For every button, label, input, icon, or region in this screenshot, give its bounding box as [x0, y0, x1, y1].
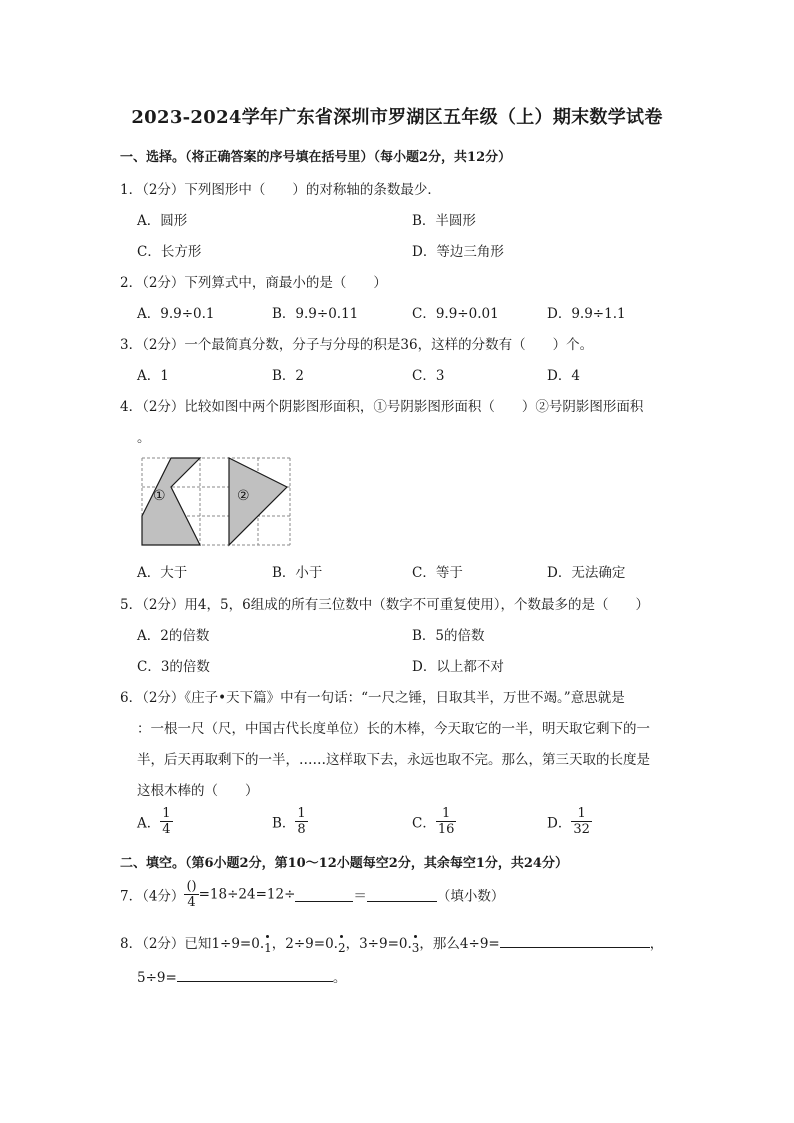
q2-option-b[interactable]: B．9.9÷0.11 [272, 306, 359, 322]
q1-option-a[interactable]: A．圆形 [137, 213, 188, 229]
answer-blank[interactable] [500, 934, 650, 948]
q6-option-d[interactable]: D． $\frac{1}{32}$ [547, 806, 590, 837]
answer-blank[interactable] [367, 888, 437, 902]
answer-blank[interactable] [177, 968, 333, 982]
q3-option-b[interactable]: B．2 [272, 368, 305, 384]
q3-option-d[interactable]: D．4 [547, 368, 580, 384]
q6-option-a[interactable]: A． $\frac{1}{4}$ [137, 806, 171, 837]
question-2-stem: 2．（2分）下列算式中，商最小的是（ ） [120, 275, 387, 291]
q1-option-d[interactable]: D．等边三角形 [412, 244, 504, 260]
q3-option-a[interactable]: A．1 [137, 368, 169, 384]
question-1-stem: 1．（2分）下列图形中（ ）的对称轴的条数最少． [120, 182, 441, 198]
fraction: $\frac{1}{8}$ [297, 806, 306, 837]
q5-option-c[interactable]: C．3的倍数 [137, 659, 210, 675]
shape-2-label: ② [237, 488, 250, 504]
q2-option-a[interactable]: A．9.9÷0.1 [137, 306, 215, 322]
question-8-line-1: 8．（2分）已知1÷9=0.1，2÷9=0.2，3÷9=0.3，那么4÷9= ， [120, 936, 664, 955]
page-title: 2023-2024学年广东省深圳市罗湖区五年级（上）期末数学试卷 [131, 107, 663, 128]
repeating-digit: 1 [264, 941, 272, 955]
q4-option-d[interactable]: D．无法确定 [547, 565, 626, 581]
q5-option-b[interactable]: B．5的倍数 [412, 628, 485, 644]
q5-option-a[interactable]: A．2的倍数 [137, 628, 210, 644]
question-4-stem: 4．（2分）比较如图中两个阴影图形面积，①号阴影图形面积（ ）②号阴影图形面积 [120, 399, 644, 415]
question-6-line-1: 6．（2分）《庄子•天下篇》中有一句话：“一尺之锤，日取其半，万世不竭。”意思就是 [120, 690, 625, 706]
question-8-line-2: 5÷9= 。 [137, 970, 347, 986]
q4-option-b[interactable]: B．小于 [272, 565, 323, 581]
section-2-heading: 二、填空。（第6小题2分，第10～12小题每空2分，其余每空1分，共24分） [120, 856, 568, 871]
shape-1-label: ① [153, 488, 166, 504]
section-1-heading: 一、选择。（将正确答案的序号填在括号里）（每小题2分，共12分） [120, 150, 512, 165]
q2-option-d[interactable]: D．9.9÷1.1 [547, 306, 626, 322]
q2-option-c[interactable]: C．9.9÷0.01 [412, 306, 499, 322]
shape-1 [142, 458, 200, 545]
q4-option-c[interactable]: C．等于 [412, 565, 463, 581]
q6-option-b[interactable]: B． $\frac{1}{8}$ [272, 806, 306, 837]
q3-option-c[interactable]: C．3 [412, 368, 445, 384]
fraction: $\frac{1}{4}$ [162, 806, 171, 837]
q5-option-d[interactable]: D．以上都不对 [412, 659, 504, 675]
question-6-line-2: ：一根一尺（尺，中国古代长度单位）长的木棒，今天取它的一半，明天取它剩下的一 [137, 721, 650, 737]
fraction: $\frac{1}{16}$ [437, 806, 455, 837]
question-7: 7．（4分） $\frac{()}{4}$ =18÷24=12÷ ＝ （填小数） [120, 879, 505, 910]
question-3-stem: 3．（2分）一个最简真分数，分子与分母的积是36，这样的分数有（ ）个。 [120, 337, 594, 353]
q1-option-c[interactable]: C．长方形 [137, 244, 202, 260]
fraction: $\frac{1}{32}$ [573, 806, 590, 837]
question-5-stem: 5．（2分）用4，5，6组成的所有三位数中（数字不可重复使用），个数最多的是（ ） [120, 597, 649, 613]
repeating-digit: 2 [337, 941, 346, 955]
question-6-line-4: 这根木棒的（ ） [137, 783, 259, 799]
q4-option-a[interactable]: A．大于 [137, 565, 188, 581]
repeating-digit: 3 [411, 941, 420, 955]
q6-option-c[interactable]: C． $\frac{1}{16}$ [412, 806, 455, 837]
shaded-figure-grid [140, 456, 292, 548]
q1-option-b[interactable]: B．半圆形 [412, 213, 476, 229]
fraction-blank: $\frac{()}{4}$ [186, 879, 197, 910]
question-6-line-3: 半，后天再取剩下的一半，……这样取下去，永远也取不完。那么，第三天取的长度是 [137, 752, 650, 768]
question-4-stem-tail: 。 [137, 430, 151, 446]
answer-blank[interactable] [295, 888, 353, 902]
